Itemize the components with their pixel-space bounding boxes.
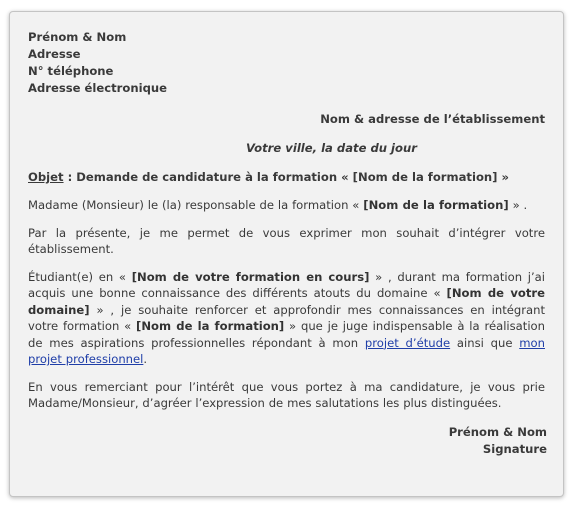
- body-text-2: » , durant ma formation j’ai acquis une bonne connaissance des différents atouts du domaine «: [28, 269, 545, 300]
- body-text-6: .: [143, 352, 148, 366]
- body-text-3: » , je souhaite renforcer et approfondir mes connaissances en intégrant votre formation «: [28, 302, 545, 333]
- professional-project-link[interactable]: mon projet professionnel: [28, 335, 545, 366]
- place-date: Votre ville, la date du jour: [246, 141, 417, 155]
- body-text-5: ainsi que: [450, 335, 520, 350]
- body-paragraph: [28, 269, 545, 368]
- body-current-formation: [Nom de votre formation en cours]: [131, 269, 370, 284]
- closing-paragraph: En vous remerciant pour l’intérêt que vous portez à ma candidature, je vous prie Madame/Monsieur, d’agréer l’expression de mes salutations les plus distinguées.: [28, 379, 545, 410]
- study-project-link[interactable]: projet d’étude: [364, 335, 451, 350]
- salutation-before: Madame (Monsieur) le (la) responsable de la formation «: [28, 198, 364, 212]
- subject-separator: :: [63, 170, 77, 184]
- recipient-block: Nom & adresse de l’établissement: [320, 112, 545, 126]
- signature-block: [449, 424, 547, 458]
- subject-line: [28, 169, 545, 186]
- salutation-after: » .: [508, 198, 528, 212]
- sender-name: Prénom & Nom: [28, 30, 127, 44]
- body-text-1: Étudiant(e) en «: [28, 269, 132, 284]
- letter-card: [9, 11, 564, 497]
- sender-block: [28, 29, 545, 97]
- sender-email: Adresse électronique: [28, 81, 167, 95]
- signature-name: Prénom & Nom: [448, 425, 547, 439]
- subject-label: Objet: [28, 170, 64, 184]
- intro-paragraph: Par la présente, je me permet de vous exprimer mon souhait d’intégrer votre établissement.: [28, 225, 545, 256]
- sender-phone: N° téléphone: [28, 64, 114, 78]
- sender-address: Adresse: [28, 47, 81, 61]
- salutation-formation-name: [Nom de la formation]: [363, 198, 509, 212]
- body-domain-name: [Nom de votre domaine]: [28, 286, 545, 317]
- subject-text: Demande de candidature à la formation « [Nom de la formation] »: [76, 170, 509, 184]
- body-text-4: » que je juge indispensable à la réalisation de mes aspirations professionnelles répondant à mon: [28, 319, 545, 350]
- signature-label: Signature: [482, 442, 547, 456]
- salutation-paragraph: [28, 197, 545, 214]
- body-formation-name: [Nom de la formation]: [136, 319, 285, 333]
